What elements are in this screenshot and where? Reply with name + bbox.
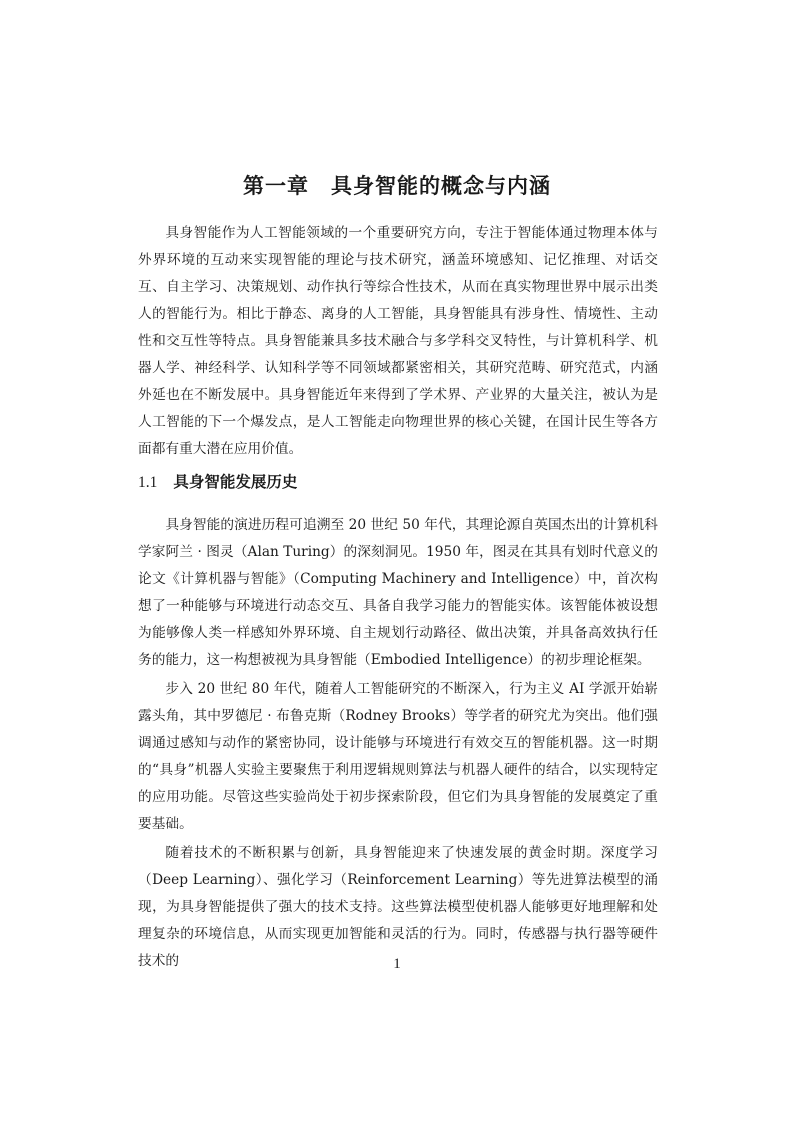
- section-heading: [138, 470, 297, 492]
- section-title: 具身智能发展历史: [173, 473, 298, 491]
- paragraph-deep-learning: 随着技术的不断积累与创新，具身智能迎来了快速发展的黄金时期。深度学习（Deep Learning）、强化学习（Reinforcement Learning）等先进算法模型的涌现，为具身智能提供了强大的技术支持。这些算法模型使机器人能够更好地理解和处理复杂的环境信息，从而实现更加智能和灵活的行为。同时，传感器与执行器等硬件技术的: [138, 845, 658, 969]
- chapter-title: 第一章 具身智能的概念与内涵: [243, 174, 551, 198]
- page-number: 1: [393, 956, 401, 972]
- paragraph-history-origin: 具身智能的演进历程可追溯至 20 世纪 50 年代，其理论源自英国杰出的计算机科学家阿兰 · 图灵（Alan Turing）的深刻洞见。1950 年，图灵在其具有划时代意义的论文《计算机器与智能》（Computing Machinery and Intelligence）中，首次构想了一种能够与环境进行动态交互、具备自我学习能力的智能实体。该智能体被设想为能够像人类一样感知外界环境、自主规划行动路径、做出决策，并具备高效执行任务的能力，这一构想被视为具身智能（Embodied Intelligence）的初步理论框架。: [138, 517, 658, 668]
- section-number: 1.1: [138, 474, 158, 491]
- paragraph-behaviorism: 步入 20 世纪 80 年代，随着人工智能研究的不断深入，行为主义 AI 学派开始崭露头角，其中罗德尼 · 布鲁克斯（Rodney Brooks）等学者的研究尤为突出。他们强调通过感知与动作的紧密协同，设计能够与环境进行有效交互的智能机器。这一时期的“具身”机器人实验主要聚焦于利用逻辑规则算法与机器人硬件的结合，以实现特定的应用功能。尽管这些实验尚处于初步探索阶段，但它们为具身智能的发展奠定了重要基础。: [138, 681, 658, 832]
- intro-paragraph: 具身智能作为人工智能领域的一个重要研究方向，专注于智能体通过物理本体与外界环境的互动来实现智能的理论与技术研究，涵盖环境感知、记忆推理、对话交互、自主学习、决策规划、动作执行等综合性技术，从而在真实物理世界中展示出类人的智能行为。相比于静态、离身的人工智能，具身智能具有涉身性、情境性、主动性和交互性等特点。具身智能兼具多技术融合与多学科交叉特性，与计算机科学、机器人学、神经科学、认知科学等不同领域都紧密相关，其研究范畴、研究范式，内涵外延也在不断发展中。具身智能近年来得到了学术界、产业界的大量关注，被认为是人工智能的下一个爆发点，是人工智能走向物理世界的核心关键，在国计民生等各方面都有重大潜在应用价值。: [138, 225, 658, 457]
